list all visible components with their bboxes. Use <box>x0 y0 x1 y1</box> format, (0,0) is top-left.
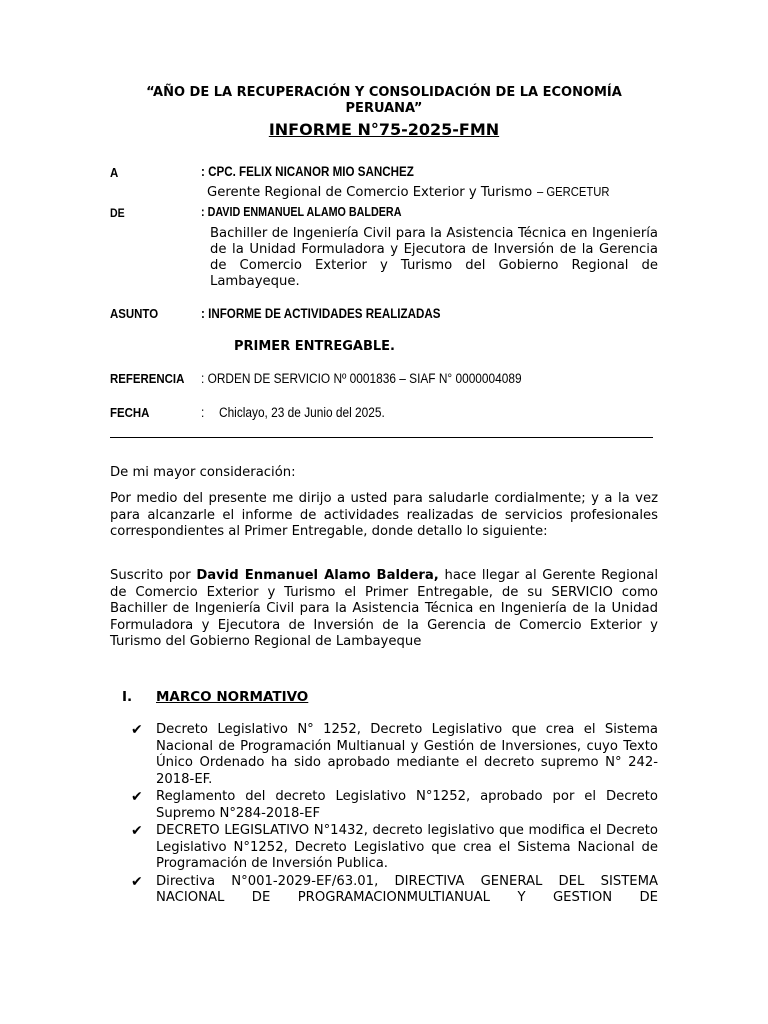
list-item-text: Directiva N°001-2029-EF/63.01, DIRECTIVA GENERAL DEL SISTEMA NACIONAL DE PROGRAMACIONMULTIANUAL Y GESTION DE <box>156 873 658 905</box>
section-title: MARCO NORMATIVO <box>156 689 309 705</box>
section-number: I. <box>122 689 133 705</box>
greeting: De mi mayor consideración: <box>110 465 296 480</box>
to-unit: – GERCETUR <box>537 185 610 199</box>
year-motto: “AÑO DE LA RECUPERACIÓN Y CONSOLIDACIÓN DE LA ECONOMÍA PERUANA” <box>146 85 622 116</box>
from-label: DE <box>110 206 125 220</box>
list-item <box>131 823 658 873</box>
subject-sub: PRIMER ENTREGABLE. <box>234 339 395 354</box>
list-item-text: Reglamento del decreto Legislativo N°1252, aprobado por el Decreto Supremo N°284-2018-EF <box>156 789 658 821</box>
regulation-list <box>131 722 658 908</box>
to-name: : CPC. FELIX NICANOR MIO SANCHEZ <box>201 164 414 179</box>
to-label: A <box>110 165 119 180</box>
reference-label: REFERENCIA <box>110 371 185 386</box>
submission-rest: hace llegar al Gerente Regional de Comercio Exterior y Turismo el Primer Entregable, de su SERVICIO como Bachiller de Ingeniería Civil para la Asistencia Técnica en Ingeniería de la Unidad Formuladora y Ejecutora de Inversión de la Gerencia de Comercio Exterior y Turismo del Gobierno Regional de Lambayeque <box>110 568 659 649</box>
check-icon: ✔ <box>131 722 143 738</box>
from-name: : DAVID ENMANUEL ALAMO BALDERA <box>201 205 402 219</box>
subject-label: ASUNTO <box>110 306 159 321</box>
check-icon: ✔ <box>131 873 143 890</box>
report-title: INFORME N°75-2025-FMN <box>268 120 500 139</box>
check-icon: ✔ <box>131 823 143 839</box>
check-icon: ✔ <box>131 789 143 805</box>
list-item <box>131 789 658 822</box>
submitter-name: David Enmanuel Alamo Baldera, <box>196 568 439 583</box>
section-heading <box>122 689 308 705</box>
from-description: Bachiller de Ingeniería Civil para la Asistencia Técnica en Ingeniería de la Unidad Formuladora y Ejecutora de Inversión de la Gerencia de Comercio Exterior y Turismo del Gobierno Regional de Lambayeque. <box>210 226 658 289</box>
date-value: Chiclayo, 23 de Junio del 2025. <box>219 405 385 420</box>
list-item <box>131 874 658 907</box>
list-item-text: Decreto Legislativo N° 1252, Decreto Legislativo que crea el Sistema Nacional de Programación Multianual y Gestión de Inversiones, cuyo Texto Único Ordenado ha sido aprobado mediante el decreto supremo N° 242-2018-EF. <box>156 722 658 787</box>
list-item <box>131 722 658 788</box>
submission-paragraph <box>110 568 658 651</box>
subject-value: : INFORME DE ACTIVIDADES REALIZADAS <box>201 306 441 321</box>
date-label: FECHA <box>110 405 150 420</box>
to-position-line <box>207 181 618 200</box>
submission-prefix: Suscrito por <box>110 568 197 583</box>
list-item-text: DECRETO LEGISLATIVO N°1432, decreto legislativo que modifica el Decreto Legislativo N°1252, Decreto Legislativo que crea el Sistema Nacional de Programación de Inversión Publica. <box>156 823 658 871</box>
header-divider <box>110 437 653 438</box>
date-colon: : <box>201 405 205 420</box>
to-position: Gerente Regional de Comercio Exterior y Turismo <box>207 185 533 200</box>
intro-paragraph: Por medio del presente me dirijo a usted para saludarle cordialmente; y a la vez para alcanzarle el informe de actividades realizadas de servicios profesionales correspondientes al Primer Entregable, donde detallo lo siguiente: <box>110 491 658 539</box>
reference-value: : ORDEN DE SERVICIO Nº 0001836 – SIAF N° 0000004089 <box>201 371 522 386</box>
